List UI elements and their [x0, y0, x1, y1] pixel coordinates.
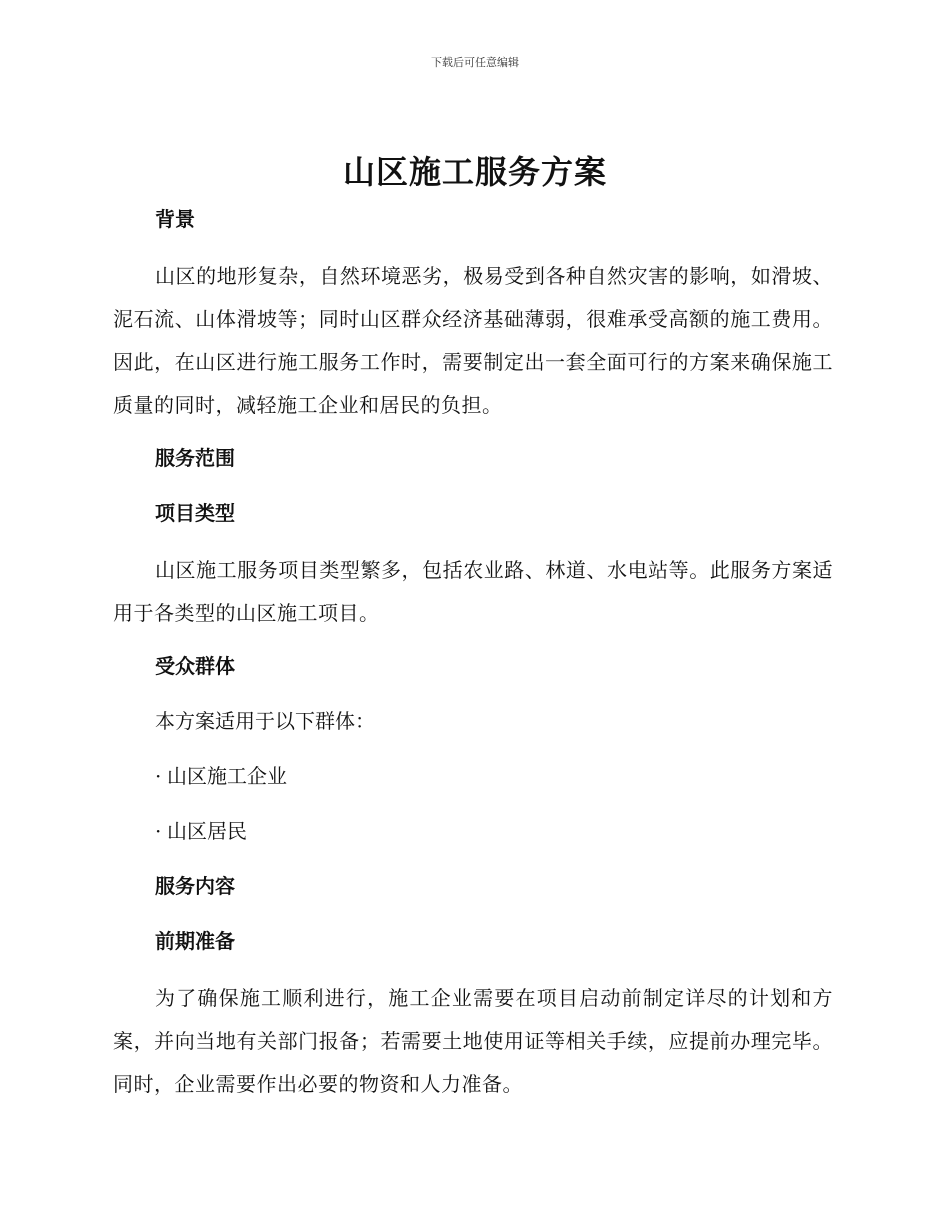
- heading-service-scope: 服务范围: [155, 446, 235, 470]
- list-item: [113, 812, 833, 850]
- document-title: 山区施工服务方案: [342, 153, 607, 191]
- list-item: [113, 757, 833, 795]
- heading-background: 背景: [155, 207, 195, 231]
- page-header-note: 下载后可任意编辑: [431, 56, 519, 69]
- heading-preparation: 前期准备: [155, 929, 235, 953]
- bullet-symbol: ·: [155, 764, 162, 788]
- bullet-symbol: ·: [155, 819, 162, 843]
- list-item-text: 山区居民: [167, 819, 247, 843]
- heading-service-content: 服务内容: [155, 874, 235, 898]
- document-body: [113, 200, 833, 1118]
- paragraph-project-type: 山区施工服务项目类型繁多，包括农业路、林道、水电站等。此服务方案适用于各类型的山区施工项目。: [113, 558, 833, 625]
- heading-project-type: 项目类型: [155, 501, 235, 525]
- heading-audience: 受众群体: [155, 654, 235, 678]
- paragraph-preparation: 为了确保施工顺利进行，施工企业需要在项目启动前制定详尽的计划和方案，并向当地有关部门报备；若需要土地使用证等相关手续，应提前办理完毕。同时，企业需要作出必要的物资和人力准备。: [113, 986, 833, 1096]
- list-item-text: 山区施工企业: [167, 764, 287, 788]
- paragraph-audience-intro: 本方案适用于以下群体：: [155, 709, 375, 733]
- paragraph-background: 山区的地形复杂，自然环境恶劣，极易受到各种自然灾害的影响，如滑坡、泥石流、山体滑坡等；同时山区群众经济基础薄弱，很难承受高额的施工费用。因此，在山区进行施工服务工作时，需要制定出一套全面可行的方案来确保施工质量的同时，减轻施工企业和居民的负担。: [113, 264, 833, 417]
